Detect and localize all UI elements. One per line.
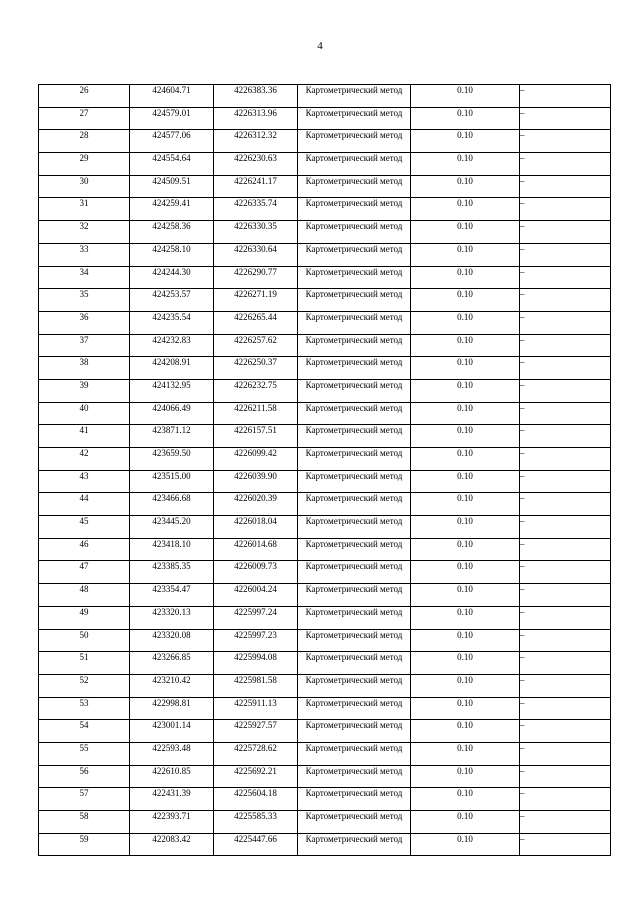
method-cell: Картометрический метод [298, 107, 411, 130]
x-coordinate-cell: 423466.68 [130, 493, 214, 516]
point-number-cell: 44 [39, 493, 130, 516]
table-row [39, 153, 611, 176]
method-cell: Картометрический метод [298, 130, 411, 153]
method-cell: Картометрический метод [298, 516, 411, 539]
point-number-cell: 58 [39, 811, 130, 834]
y-coordinate-cell: 4226018.04 [214, 516, 298, 539]
y-coordinate-cell: 4226241.17 [214, 175, 298, 198]
y-coordinate-cell: 4226330.35 [214, 221, 298, 244]
y-coordinate-cell: 4226257.62 [214, 334, 298, 357]
note-cell: – [520, 107, 611, 130]
table-row [39, 538, 611, 561]
accuracy-cell: 0.10 [411, 221, 520, 244]
y-coordinate-cell: 4226020.39 [214, 493, 298, 516]
x-coordinate-cell: 423001.14 [130, 720, 214, 743]
table-row [39, 379, 611, 402]
page-number: 4 [317, 40, 323, 52]
note-cell: – [520, 606, 611, 629]
method-cell: Картометрический метод [298, 85, 411, 108]
y-coordinate-cell: 4226250.37 [214, 357, 298, 380]
accuracy-cell: 0.10 [411, 811, 520, 834]
point-number-cell: 56 [39, 765, 130, 788]
accuracy-cell: 0.10 [411, 425, 520, 448]
y-coordinate-cell: 4225692.21 [214, 765, 298, 788]
point-number-cell: 39 [39, 379, 130, 402]
accuracy-cell: 0.10 [411, 379, 520, 402]
table-row [39, 470, 611, 493]
y-coordinate-cell: 4226271.19 [214, 289, 298, 312]
accuracy-cell: 0.10 [411, 289, 520, 312]
method-cell: Картометрический метод [298, 221, 411, 244]
accuracy-cell: 0.10 [411, 493, 520, 516]
x-coordinate-cell: 424232.83 [130, 334, 214, 357]
point-number-cell: 50 [39, 629, 130, 652]
point-number-cell: 26 [39, 85, 130, 108]
table-row [39, 788, 611, 811]
note-cell: – [520, 470, 611, 493]
coordinates-table-body [39, 85, 611, 856]
table-row [39, 289, 611, 312]
method-cell: Картометрический метод [298, 357, 411, 380]
accuracy-cell: 0.10 [411, 629, 520, 652]
y-coordinate-cell: 4225981.58 [214, 674, 298, 697]
point-number-cell: 53 [39, 697, 130, 720]
table-row [39, 357, 611, 380]
method-cell: Картометрический метод [298, 720, 411, 743]
y-coordinate-cell: 4226312.32 [214, 130, 298, 153]
point-number-cell: 27 [39, 107, 130, 130]
note-cell: – [520, 742, 611, 765]
note-cell: – [520, 357, 611, 380]
table-row [39, 448, 611, 471]
method-cell: Картометрический метод [298, 175, 411, 198]
accuracy-cell: 0.10 [411, 720, 520, 743]
accuracy-cell: 0.10 [411, 85, 520, 108]
table-row [39, 811, 611, 834]
y-coordinate-cell: 4225927.57 [214, 720, 298, 743]
method-cell: Картометрический метод [298, 765, 411, 788]
method-cell: Картометрический метод [298, 833, 411, 856]
note-cell: – [520, 493, 611, 516]
x-coordinate-cell: 424258.10 [130, 243, 214, 266]
accuracy-cell: 0.10 [411, 130, 520, 153]
point-number-cell: 33 [39, 243, 130, 266]
point-number-cell: 38 [39, 357, 130, 380]
table-row [39, 85, 611, 108]
method-cell: Картометрический метод [298, 470, 411, 493]
x-coordinate-cell: 424208.91 [130, 357, 214, 380]
y-coordinate-cell: 4226014.68 [214, 538, 298, 561]
note-cell: – [520, 674, 611, 697]
x-coordinate-cell: 422593.48 [130, 742, 214, 765]
point-number-cell: 43 [39, 470, 130, 493]
accuracy-cell: 0.10 [411, 833, 520, 856]
note-cell: – [520, 720, 611, 743]
table-row [39, 561, 611, 584]
table-row [39, 107, 611, 130]
point-number-cell: 49 [39, 606, 130, 629]
note-cell: – [520, 652, 611, 675]
table-row [39, 425, 611, 448]
note-cell: – [520, 311, 611, 334]
x-coordinate-cell: 424244.30 [130, 266, 214, 289]
y-coordinate-cell: 4226335.74 [214, 198, 298, 221]
method-cell: Картометрический метод [298, 493, 411, 516]
x-coordinate-cell: 424235.54 [130, 311, 214, 334]
point-number-cell: 52 [39, 674, 130, 697]
table-row [39, 765, 611, 788]
y-coordinate-cell: 4226004.24 [214, 584, 298, 607]
accuracy-cell: 0.10 [411, 697, 520, 720]
table-row [39, 674, 611, 697]
x-coordinate-cell: 424509.51 [130, 175, 214, 198]
table-row [39, 221, 611, 244]
x-coordinate-cell: 424253.57 [130, 289, 214, 312]
table-row [39, 243, 611, 266]
point-number-cell: 35 [39, 289, 130, 312]
accuracy-cell: 0.10 [411, 153, 520, 176]
note-cell: – [520, 334, 611, 357]
method-cell: Картометрический метод [298, 652, 411, 675]
x-coordinate-cell: 423320.08 [130, 629, 214, 652]
x-coordinate-cell: 424577.06 [130, 130, 214, 153]
y-coordinate-cell: 4225604.18 [214, 788, 298, 811]
point-number-cell: 57 [39, 788, 130, 811]
accuracy-cell: 0.10 [411, 606, 520, 629]
method-cell: Картометрический метод [298, 697, 411, 720]
x-coordinate-cell: 423354.47 [130, 584, 214, 607]
method-cell: Картометрический метод [298, 811, 411, 834]
method-cell: Картометрический метод [298, 584, 411, 607]
y-coordinate-cell: 4225911.13 [214, 697, 298, 720]
point-number-cell: 40 [39, 402, 130, 425]
table-row [39, 493, 611, 516]
method-cell: Картометрический метод [298, 198, 411, 221]
note-cell: – [520, 811, 611, 834]
accuracy-cell: 0.10 [411, 561, 520, 584]
table-row [39, 175, 611, 198]
method-cell: Картометрический метод [298, 674, 411, 697]
table-row [39, 652, 611, 675]
x-coordinate-cell: 422610.85 [130, 765, 214, 788]
method-cell: Картометрический метод [298, 311, 411, 334]
point-number-cell: 54 [39, 720, 130, 743]
coordinates-table [38, 84, 611, 856]
note-cell: – [520, 584, 611, 607]
y-coordinate-cell: 4226330.64 [214, 243, 298, 266]
table-row [39, 334, 611, 357]
accuracy-cell: 0.10 [411, 357, 520, 380]
accuracy-cell: 0.10 [411, 788, 520, 811]
accuracy-cell: 0.10 [411, 652, 520, 675]
y-coordinate-cell: 4225728.62 [214, 742, 298, 765]
note-cell: – [520, 788, 611, 811]
method-cell: Картометрический метод [298, 561, 411, 584]
method-cell: Картометрический метод [298, 448, 411, 471]
accuracy-cell: 0.10 [411, 470, 520, 493]
accuracy-cell: 0.10 [411, 334, 520, 357]
y-coordinate-cell: 4225997.23 [214, 629, 298, 652]
point-number-cell: 37 [39, 334, 130, 357]
accuracy-cell: 0.10 [411, 175, 520, 198]
accuracy-cell: 0.10 [411, 516, 520, 539]
point-number-cell: 31 [39, 198, 130, 221]
note-cell: – [520, 629, 611, 652]
point-number-cell: 51 [39, 652, 130, 675]
y-coordinate-cell: 4226232.75 [214, 379, 298, 402]
x-coordinate-cell: 424554.64 [130, 153, 214, 176]
y-coordinate-cell: 4225447.66 [214, 833, 298, 856]
y-coordinate-cell: 4226039.90 [214, 470, 298, 493]
note-cell: – [520, 538, 611, 561]
y-coordinate-cell: 4225994.08 [214, 652, 298, 675]
note-cell: – [520, 448, 611, 471]
table-row [39, 584, 611, 607]
note-cell: – [520, 130, 611, 153]
note-cell: – [520, 516, 611, 539]
method-cell: Картометрический метод [298, 606, 411, 629]
y-coordinate-cell: 4226211.58 [214, 402, 298, 425]
table-row [39, 606, 611, 629]
x-coordinate-cell: 423445.20 [130, 516, 214, 539]
point-number-cell: 41 [39, 425, 130, 448]
accuracy-cell: 0.10 [411, 402, 520, 425]
x-coordinate-cell: 424579.01 [130, 107, 214, 130]
point-number-cell: 30 [39, 175, 130, 198]
table-row [39, 629, 611, 652]
y-coordinate-cell: 4226230.63 [214, 153, 298, 176]
point-number-cell: 34 [39, 266, 130, 289]
x-coordinate-cell: 424258.36 [130, 221, 214, 244]
table-row [39, 266, 611, 289]
x-coordinate-cell: 423320.13 [130, 606, 214, 629]
method-cell: Картометрический метод [298, 243, 411, 266]
point-number-cell: 29 [39, 153, 130, 176]
point-number-cell: 42 [39, 448, 130, 471]
y-coordinate-cell: 4226290.77 [214, 266, 298, 289]
x-coordinate-cell: 422393.71 [130, 811, 214, 834]
x-coordinate-cell: 424066.49 [130, 402, 214, 425]
note-cell: – [520, 402, 611, 425]
method-cell: Картометрический метод [298, 425, 411, 448]
note-cell: – [520, 833, 611, 856]
y-coordinate-cell: 4226099.42 [214, 448, 298, 471]
table-row [39, 311, 611, 334]
table-row [39, 516, 611, 539]
point-number-cell: 45 [39, 516, 130, 539]
accuracy-cell: 0.10 [411, 311, 520, 334]
method-cell: Картометрический метод [298, 538, 411, 561]
x-coordinate-cell: 423266.85 [130, 652, 214, 675]
x-coordinate-cell: 423871.12 [130, 425, 214, 448]
accuracy-cell: 0.10 [411, 765, 520, 788]
point-number-cell: 28 [39, 130, 130, 153]
accuracy-cell: 0.10 [411, 243, 520, 266]
y-coordinate-cell: 4225585.33 [214, 811, 298, 834]
x-coordinate-cell: 423515.00 [130, 470, 214, 493]
method-cell: Картометрический метод [298, 742, 411, 765]
note-cell: – [520, 243, 611, 266]
x-coordinate-cell: 422083.42 [130, 833, 214, 856]
y-coordinate-cell: 4226009.73 [214, 561, 298, 584]
y-coordinate-cell: 4226157.51 [214, 425, 298, 448]
note-cell: – [520, 379, 611, 402]
accuracy-cell: 0.10 [411, 538, 520, 561]
accuracy-cell: 0.10 [411, 584, 520, 607]
note-cell: – [520, 221, 611, 244]
x-coordinate-cell: 424604.71 [130, 85, 214, 108]
point-number-cell: 36 [39, 311, 130, 334]
point-number-cell: 59 [39, 833, 130, 856]
note-cell: – [520, 175, 611, 198]
x-coordinate-cell: 423418.10 [130, 538, 214, 561]
accuracy-cell: 0.10 [411, 107, 520, 130]
note-cell: – [520, 266, 611, 289]
point-number-cell: 47 [39, 561, 130, 584]
accuracy-cell: 0.10 [411, 198, 520, 221]
method-cell: Картометрический метод [298, 788, 411, 811]
method-cell: Картометрический метод [298, 402, 411, 425]
note-cell: – [520, 85, 611, 108]
note-cell: – [520, 198, 611, 221]
note-cell: – [520, 765, 611, 788]
table-row [39, 402, 611, 425]
x-coordinate-cell: 424259.41 [130, 198, 214, 221]
table-row [39, 130, 611, 153]
note-cell: – [520, 425, 611, 448]
method-cell: Картометрический метод [298, 379, 411, 402]
y-coordinate-cell: 4226265.44 [214, 311, 298, 334]
x-coordinate-cell: 424132.95 [130, 379, 214, 402]
accuracy-cell: 0.10 [411, 266, 520, 289]
x-coordinate-cell: 422431.39 [130, 788, 214, 811]
note-cell: – [520, 697, 611, 720]
y-coordinate-cell: 4226383.36 [214, 85, 298, 108]
point-number-cell: 46 [39, 538, 130, 561]
note-cell: – [520, 153, 611, 176]
accuracy-cell: 0.10 [411, 742, 520, 765]
accuracy-cell: 0.10 [411, 448, 520, 471]
method-cell: Картометрический метод [298, 629, 411, 652]
x-coordinate-cell: 423210.42 [130, 674, 214, 697]
method-cell: Картометрический метод [298, 153, 411, 176]
note-cell: – [520, 561, 611, 584]
method-cell: Картометрический метод [298, 289, 411, 312]
point-number-cell: 55 [39, 742, 130, 765]
method-cell: Картометрический метод [298, 334, 411, 357]
method-cell: Картометрический метод [298, 266, 411, 289]
y-coordinate-cell: 4225997.24 [214, 606, 298, 629]
table-row [39, 697, 611, 720]
accuracy-cell: 0.10 [411, 674, 520, 697]
point-number-cell: 32 [39, 221, 130, 244]
table-row [39, 833, 611, 856]
table-row [39, 198, 611, 221]
table-row [39, 742, 611, 765]
x-coordinate-cell: 422998.81 [130, 697, 214, 720]
y-coordinate-cell: 4226313.96 [214, 107, 298, 130]
x-coordinate-cell: 423659.50 [130, 448, 214, 471]
point-number-cell: 48 [39, 584, 130, 607]
note-cell: – [520, 289, 611, 312]
table-row [39, 720, 611, 743]
x-coordinate-cell: 423385.35 [130, 561, 214, 584]
